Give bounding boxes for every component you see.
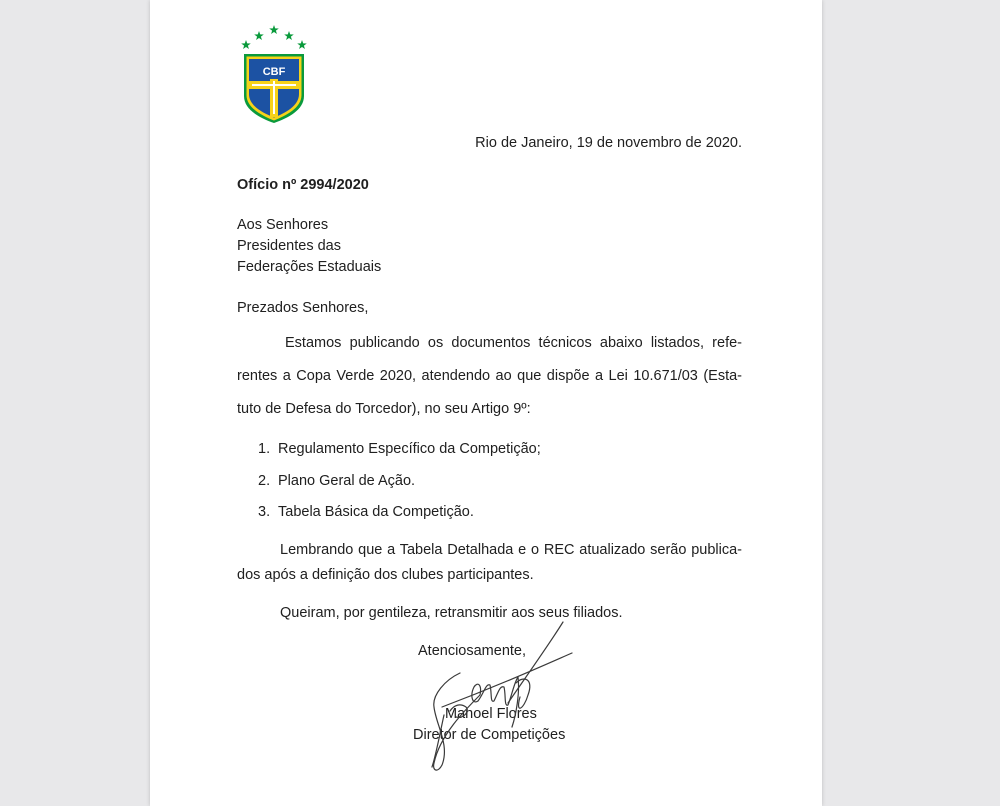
list-item-number: 2. [258, 473, 271, 489]
logo-star [297, 40, 307, 49]
list-item [258, 440, 738, 458]
signature-stroke [516, 679, 530, 708]
paragraph-line: Estamos publicando os documentos técnicos abaixo listados, refe- [285, 335, 742, 351]
logo-cross-inner-horizontal [252, 84, 296, 86]
handwritten-signature [420, 615, 580, 775]
paragraph-line: Lembrando que a Tabela Detalhada e o REC atualizado serão publica- [280, 542, 742, 558]
list-item [258, 503, 738, 521]
list-item-number: 1. [258, 441, 271, 457]
signature-stroke [442, 653, 572, 707]
logo-star [284, 31, 294, 40]
logo-text: CBF [262, 66, 286, 78]
paragraph-line: dos após a definição dos clubes participantes. [237, 567, 534, 583]
paragraph-line: rentes a Copa Verde 2020, atendendo ao que dispõe a Lei 10.671/03 (Esta- [237, 368, 742, 384]
list-item-number: 3. [258, 504, 271, 520]
logo-star [241, 40, 251, 49]
document-page [150, 0, 822, 806]
recipient-line: Aos Senhores [237, 217, 329, 233]
recipient-line: Federações Estaduais [237, 259, 382, 275]
logo-stars [241, 25, 307, 49]
signatory-title: Diretor de Competições [413, 727, 566, 743]
cbf-logo [238, 24, 310, 124]
paragraph-3: Queiram, por gentileza, retransmitir aos seus filiados. [280, 605, 623, 621]
list-item-text: Regulamento Específico da Competição; [278, 441, 541, 457]
salutation: Prezados Senhores, [237, 300, 369, 316]
closing: Atenciosamente, [418, 643, 527, 659]
logo-star [254, 31, 264, 40]
signature-stroke [508, 622, 563, 703]
list-item [258, 472, 738, 490]
reference-number: Ofício nº 2994/2020 [237, 177, 369, 193]
recipient-line: Presidentes das [237, 238, 341, 254]
date-line: Rio de Janeiro, 19 de novembro de 2020. [475, 135, 742, 151]
signatory-name: Manoel Flores [445, 706, 537, 722]
list-item-text: Plano Geral de Ação. [278, 473, 416, 489]
list-item-text: Tabela Básica da Competição. [278, 504, 474, 520]
logo-star [269, 25, 279, 34]
paragraph-line: tuto de Defesa do Torcedor), no seu Artigo 9º: [237, 401, 531, 417]
